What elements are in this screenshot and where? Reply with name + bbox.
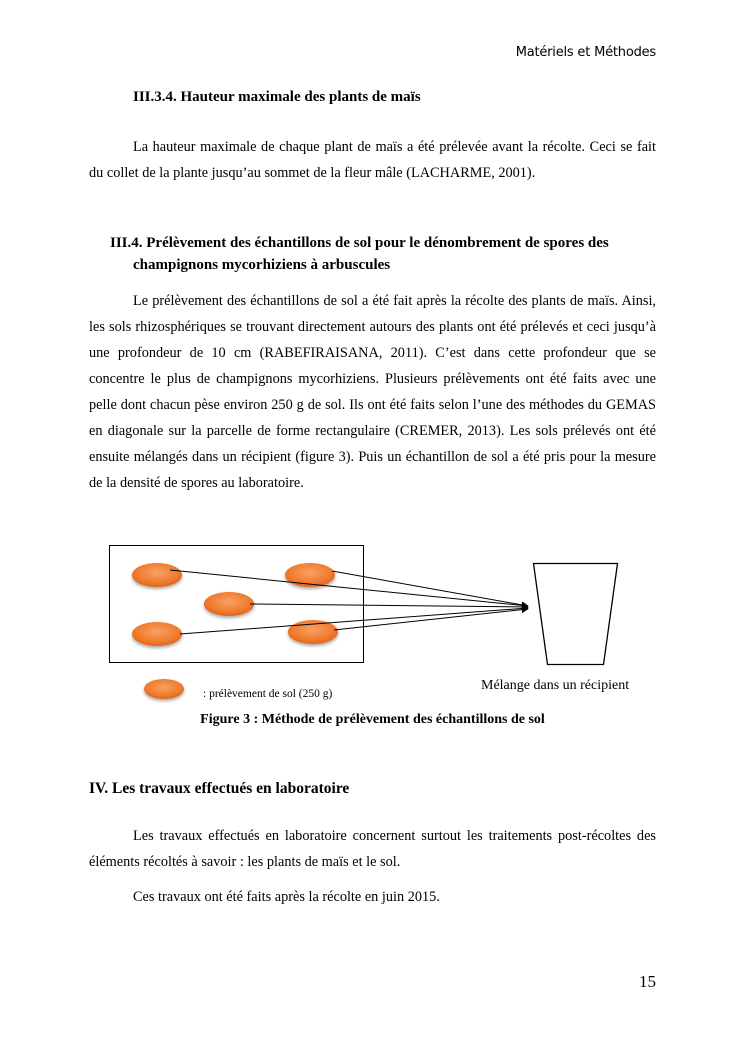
arrow-sample-2 xyxy=(332,571,528,606)
heading-iii-3-4: III.3.4. Hauteur maximale des plants de maïs xyxy=(133,89,421,105)
paragraph-date-text: Ces travaux ont été faits après la récolte en juin 2015. xyxy=(133,889,440,905)
legend-soil-sample xyxy=(144,679,184,699)
paragraph-travaux-text: Les travaux effectués en laboratoire concernent surtout les traitements post-récoltes des éléments récoltés à savoir : les plants de maïs et le sol. xyxy=(89,828,656,870)
running-header: Matériels et Méthodes xyxy=(515,45,656,60)
heading-iii-4-line2: champignons mycorhiziens à arbuscules xyxy=(133,257,391,273)
heading-iv: IV. Les travaux effectués en laboratoire xyxy=(89,780,350,797)
soil-sample-1 xyxy=(132,563,182,587)
container-label: Mélange dans un récipient xyxy=(481,678,630,693)
paragraph-date xyxy=(89,884,656,910)
figure-3-caption: Figure 3 : Méthode de prélèvement des échantillons de sol xyxy=(200,712,545,727)
soil-sample-2 xyxy=(285,563,335,587)
soil-sample-3 xyxy=(204,592,254,616)
page-number: 15 xyxy=(639,972,656,991)
figure-legend-text: : prélèvement de sol (250 g) xyxy=(203,688,333,700)
paragraph-hauteur-text: La hauteur maximale de chaque plant de maïs a été prélevée avant la récolte. Ceci se fait du collet de la plante jusqu’au sommet de la fleur mâle (LACHARME, 2001). xyxy=(89,139,656,181)
mixing-container xyxy=(534,564,618,665)
arrow-sample-3 xyxy=(250,604,528,607)
paragraph-travaux xyxy=(89,823,656,875)
paragraph-prelevement-text: Le prélèvement des échantillons de sol a été fait après la récolte des plants de maïs. Ainsi, les sols rhizosphériques se trouvant directement autours des plants ont été prélevés et ceci jusqu’à une profondeur de 10 cm (RABEFIRAISANA, 2011). C’est dans cette profondeur que se concentre le plus de champignons mycorhiziens. Plusieurs prélèvements ont été faits avec une pelle dont chacun pèse environ 250 g de sol. Ils ont été faits selon l’une des méthodes du GEMAS en diagonale sur la parcelle de forme rectangulaire (CREMER, 2013). Les sols prélevés ont été ensuite mélangés dans un récipient (figure 3). Puis un échantillon de sol a été pris pour la mesure de la densité de spores au laboratoire. xyxy=(89,293,656,491)
heading-iii-4-line1: III.4. Prélèvement des échantillons de sol pour le dénombrement de spores des xyxy=(110,235,609,251)
soil-sample-4 xyxy=(132,622,182,646)
